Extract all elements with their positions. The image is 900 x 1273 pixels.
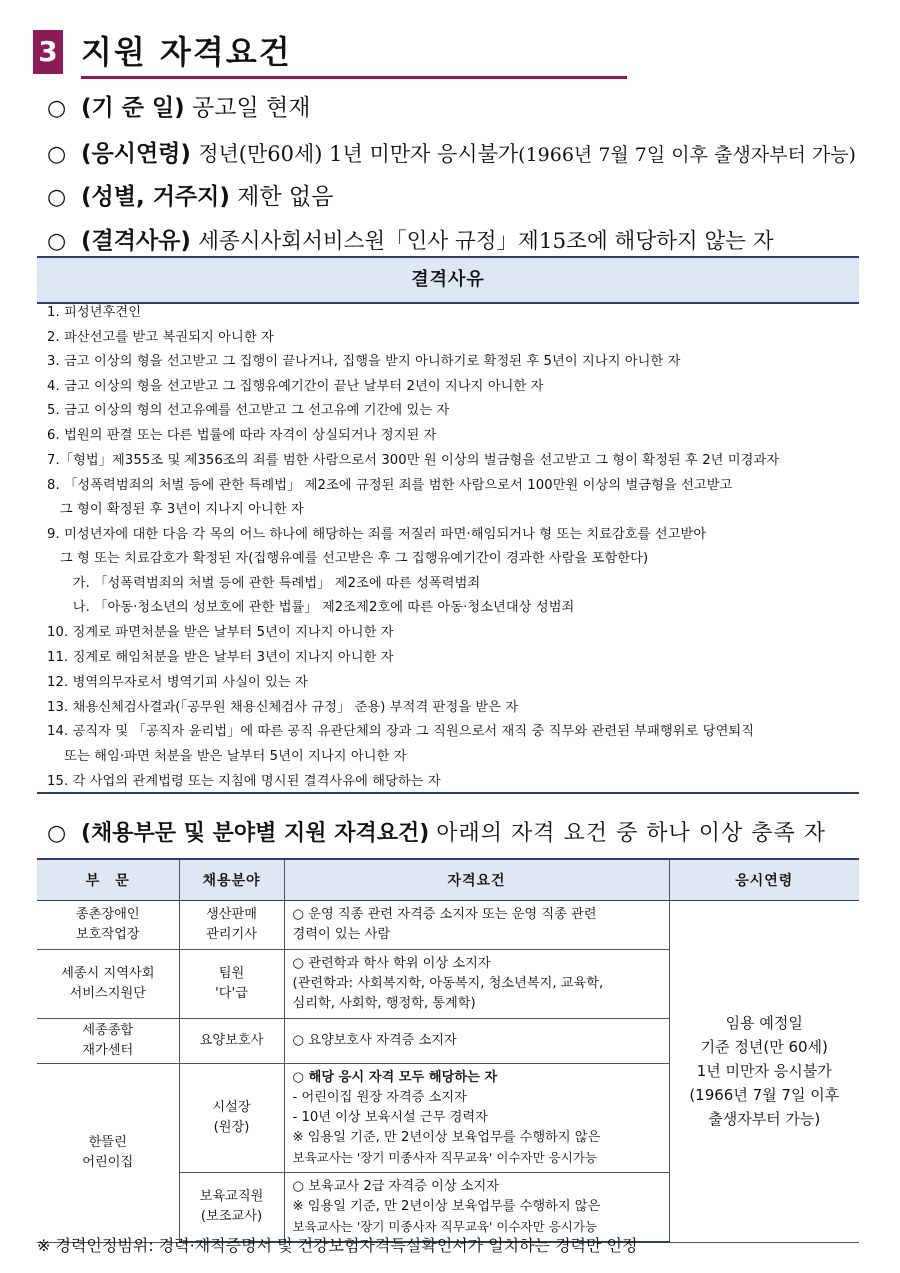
bullet-value: 세종시사회서비스원「인사 규정」제15조에 해당하지 않는 자 (198, 229, 774, 254)
section-number: 3 (33, 30, 63, 74)
qualification-table (37, 858, 859, 1243)
list-item: 7.「형법」제355조 및 제356조의 죄를 범한 사람으로서 300만 원 이상의 벌금형을 선고받고 그 형이 확정된 후 2년 미경과자 (47, 453, 780, 468)
qualification-title-label: (채용부문 및 분야별 지원 자격요건) (81, 821, 430, 846)
field-cell: 시설장 (원장) (179, 1064, 284, 1173)
list-item: 4. 금고 이상의 형을 선고받고 그 집행유예기간이 끝난 날부터 2년이 지나지 아니한 자 (47, 379, 544, 394)
list-item: 나. 「아동·청소년의 성보호에 관한 법률」 제2조제2호에 따른 아동·청소년대상 성범죄 (47, 600, 575, 615)
bullet-extra: (1966년 7월 7일 이후 출생자부터 가능) (518, 144, 856, 166)
circle-bullet-icon: ○ (47, 821, 67, 846)
bullet-label: (결격사유) (81, 228, 191, 254)
list-item: 6. 법원의 판결 또는 다른 법률에 따라 자격이 상실되거나 정지된 자 (47, 428, 437, 443)
list-item: 5. 금고 이상의 형의 선고유예를 선고받고 그 선고유예 기간에 있는 자 (47, 403, 450, 418)
requirement-cell: ○ 요양보호사 자격증 소지자 (284, 1019, 669, 1064)
list-item: 13. 채용신체검사결과(「공무원 채용신체검사 규정」 준용) 부적격 판정을 받은 자 (47, 700, 519, 715)
section-rule (81, 76, 627, 79)
disqualification-bottom-rule (37, 792, 859, 794)
dept-cell: 종촌장애인 보호작업장 (37, 901, 179, 950)
column-header-age: 응시연령 (669, 859, 859, 901)
list-item: 10. 징계로 파면처분을 받은 날부터 5년이 지나지 아니한 자 (47, 625, 394, 640)
list-item: 12. 병역의무자로서 병역기피 사실이 있는 자 (47, 675, 308, 690)
disqualification-header: 결격사유 (37, 256, 859, 304)
requirement-cell: ○ 운영 직종 관련 자격증 소지자 또는 운영 직종 관련 경력이 있는 사람 (284, 901, 669, 950)
list-item: 8. 「성폭력범죄의 처벌 등에 관한 특례법」 제2조에 규정된 죄를 범한 사람으로서 100만원 이상의 벌금형을 선고받고 (47, 478, 733, 493)
list-item: 1. 피성년후견인 (47, 305, 142, 320)
list-item: 2. 파산선고를 받고 복권되지 아니한 자 (47, 330, 274, 345)
footnote: ※ 경력인정범위: 경력·재직증명서 및 건강보험자격득실확인서가 일치하는 경력만 인정 (37, 1236, 638, 1255)
list-item: 또는 해임·파면 처분을 받은 날부터 5년이 지나지 아니한 자 (47, 749, 407, 764)
age-cell: 임용 예정일 기준 정년(만 60세) 1년 미만자 응시불가 (1966년 7월 7일 이후 출생자부터 가능) (669, 901, 859, 1243)
dept-cell: 세종시 지역사회 서비스지원단 (37, 950, 179, 1019)
field-cell: 생산판매 관리기사 (179, 901, 284, 950)
section-title: 지원 자격요건 (81, 33, 292, 71)
table-header-row (37, 859, 859, 901)
qualification-title (47, 818, 826, 850)
table-row (37, 901, 859, 950)
list-item: 11. 징계로 해임처분을 받은 날부터 3년이 지나지 아니한 자 (47, 650, 394, 665)
circle-bullet-icon: ○ (47, 142, 67, 167)
requirement-cell: ○ 관련학과 학사 학위 이상 소지자 (관련학과: 사회복지학, 아동복지, 청소년복지, 교육학, 심리학, 사회학, 행정학, 통계학) (284, 950, 669, 1019)
field-cell: 요양보호사 (179, 1019, 284, 1064)
list-item: 9. 미성년자에 대한 다음 각 목의 어느 하나에 해당하는 죄를 저질러 파면·해임되거나 형 또는 치료감호를 선고받아 (47, 527, 707, 542)
list-item: 14. 공직자 및 「공직자 윤리법」에 따른 공직 유관단체의 장과 그 직원으로서 재직 중 직무와 관련된 부패행위로 당연퇴직 (47, 724, 755, 739)
bullet-gender-residence (47, 181, 333, 214)
column-header-requirements: 자격요건 (284, 859, 669, 901)
bullet-value: 제한 없음 (237, 184, 334, 210)
field-cell: 보육교직원 (보조교사) (179, 1173, 284, 1243)
bullet-disqualification (47, 225, 774, 258)
bullet-label: (응시연령) (81, 141, 191, 167)
circle-bullet-icon: ○ (47, 185, 67, 210)
list-item: 3. 금고 이상의 형을 선고받고 그 집행이 끝나거나, 집행을 받지 아니하기로 확정된 후 5년이 지나지 아니한 자 (47, 354, 681, 369)
field-cell: 팀원 '다'급 (179, 950, 284, 1019)
bullet-label: (성별, 거주지) (81, 184, 230, 210)
requirement-cell: ○ 보육교사 2급 자격증 이상 소지자 ※ 임용일 기준, 만 2년이상 보육업무를 수행하지 않은 보육교사는 '장기 미종사자 직무교육' 이수자만 응시가능 (284, 1173, 669, 1243)
bullet-value: 공고일 현재 (192, 95, 311, 121)
list-item: 가. 「성폭력범죄의 처벌 등에 관한 특례법」 제2조에 따른 성폭력범죄 (47, 576, 481, 591)
column-header-field: 채용분야 (179, 859, 284, 901)
bullet-label: (기 준 일) (81, 95, 185, 121)
bullet-base-date (47, 92, 310, 125)
section-header (33, 26, 627, 80)
dept-cell: 한뜰린 어린이집 (37, 1064, 179, 1243)
bullet-age (47, 138, 856, 171)
dept-cell: 세종종합 재가센터 (37, 1019, 179, 1064)
column-header-dept: 부 문 (37, 859, 179, 901)
list-item: 15. 각 사업의 관계법령 또는 지침에 명시된 결격사유에 해당하는 자 (47, 774, 441, 789)
qualification-title-value: 아래의 자격 요건 중 하나 이상 충족 자 (436, 821, 827, 846)
circle-bullet-icon: ○ (47, 96, 67, 121)
list-item: 그 형이 확정된 후 3년이 지나지 아니한 자 (47, 502, 304, 517)
bullet-value: 정년(만60세) 1년 미만자 응시불가 (198, 142, 519, 166)
requirement-cell: ○ 해당 응시 자격 모두 해당하는 자 - 어린이집 원장 자격증 소지자 - 10년 이상 보육시설 근무 경력자 ※ 임용일 기준, 만 2년이상 보육업무를 수행하지 않은 보육교사는 '장기 미종사자 직무교육' 이수자만 응시가능 (284, 1064, 669, 1173)
circle-bullet-icon: ○ (47, 229, 67, 254)
list-item: 그 형 또는 치료감호가 확정된 자(집행유예를 선고받은 후 그 집행유예기간이 경과한 사람을 포함한다) (47, 551, 649, 566)
